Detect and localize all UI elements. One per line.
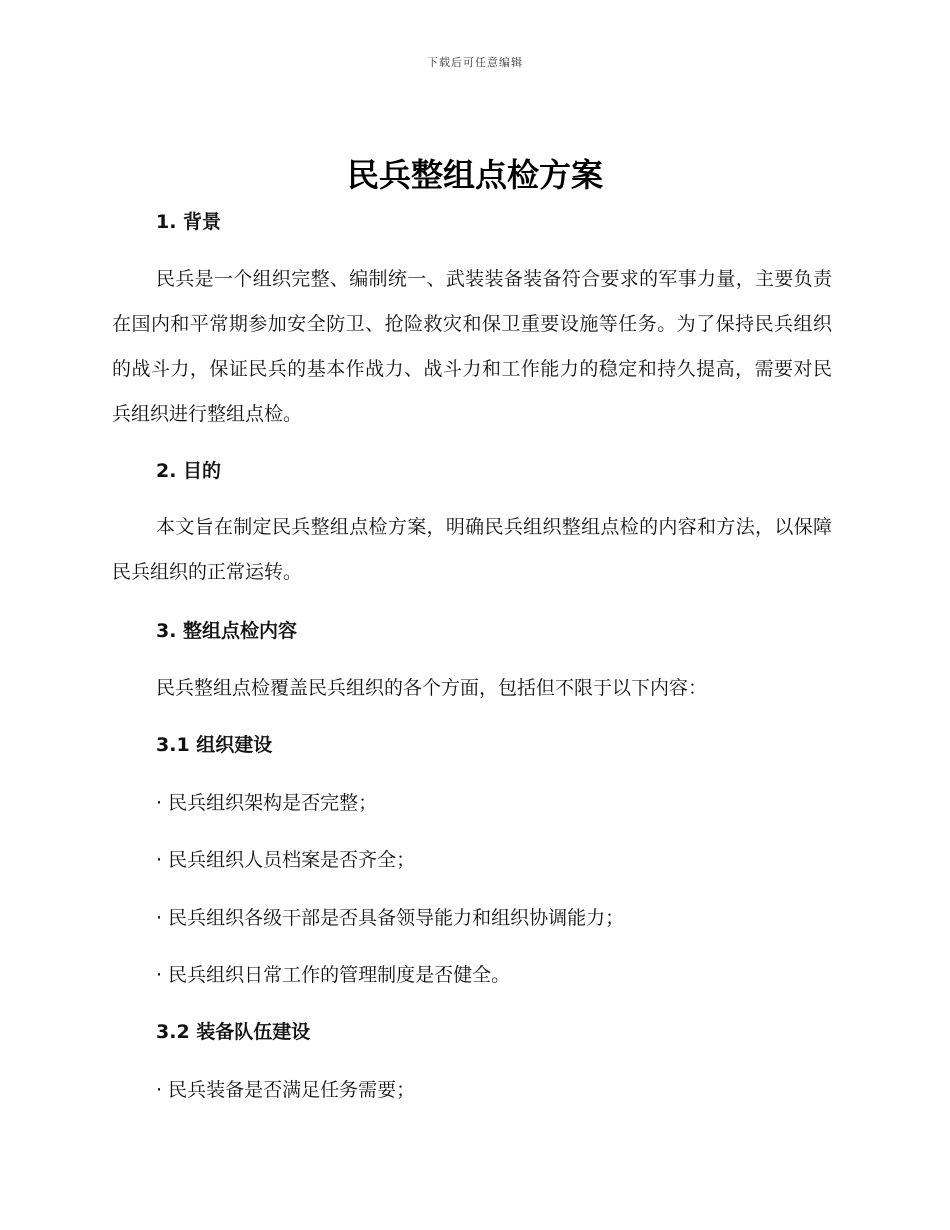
subsection-heading-organization: 3.1 组织建设 [156,734,273,756]
section-heading-purpose: 2. 目的 [156,460,222,482]
section-intro-content: 民兵整组点检覆盖民兵组织的各个方面，包括但不限于以下内容： [156,677,708,699]
section-heading-content: 3. 整组点检内容 [156,620,298,642]
list-item: · 民兵装备是否满足任务需要； [156,1079,416,1101]
document-title: 民兵整组点检方案 [346,156,603,194]
section-paragraph-background: 民兵是一个组织完整、编制统一、武装装备装备符合要求的军事力量，主要负责在国内和平常期参加安全防卫、抢险救灾和保卫重要设施等任务。为了保持民兵组织的战斗力，保证民兵的基本作战力、战斗力和工作能力的稳定和持久提高，需要对民兵组织进行整组点检。 [112,268,832,425]
section-paragraph-purpose: 本文旨在制定民兵整组点检方案，明确民兵组织整组点检的内容和方法，以保障民兵组织的正常运转。 [112,516,832,583]
list-item: · 民兵组织架构是否完整； [156,792,378,814]
subsection-heading-equipment: 3.2 装备队伍建设 [156,1021,311,1043]
section-heading-background: 1. 背景 [156,211,222,233]
list-item: · 民兵组织人员档案是否齐全； [156,849,416,871]
list-item: · 民兵组织各级干部是否具备领导能力和组织协调能力； [156,907,625,929]
header-note: 下载后可任意编辑 [427,56,523,69]
list-item: · 民兵组织日常工作的管理制度是否健全。 [156,964,511,986]
